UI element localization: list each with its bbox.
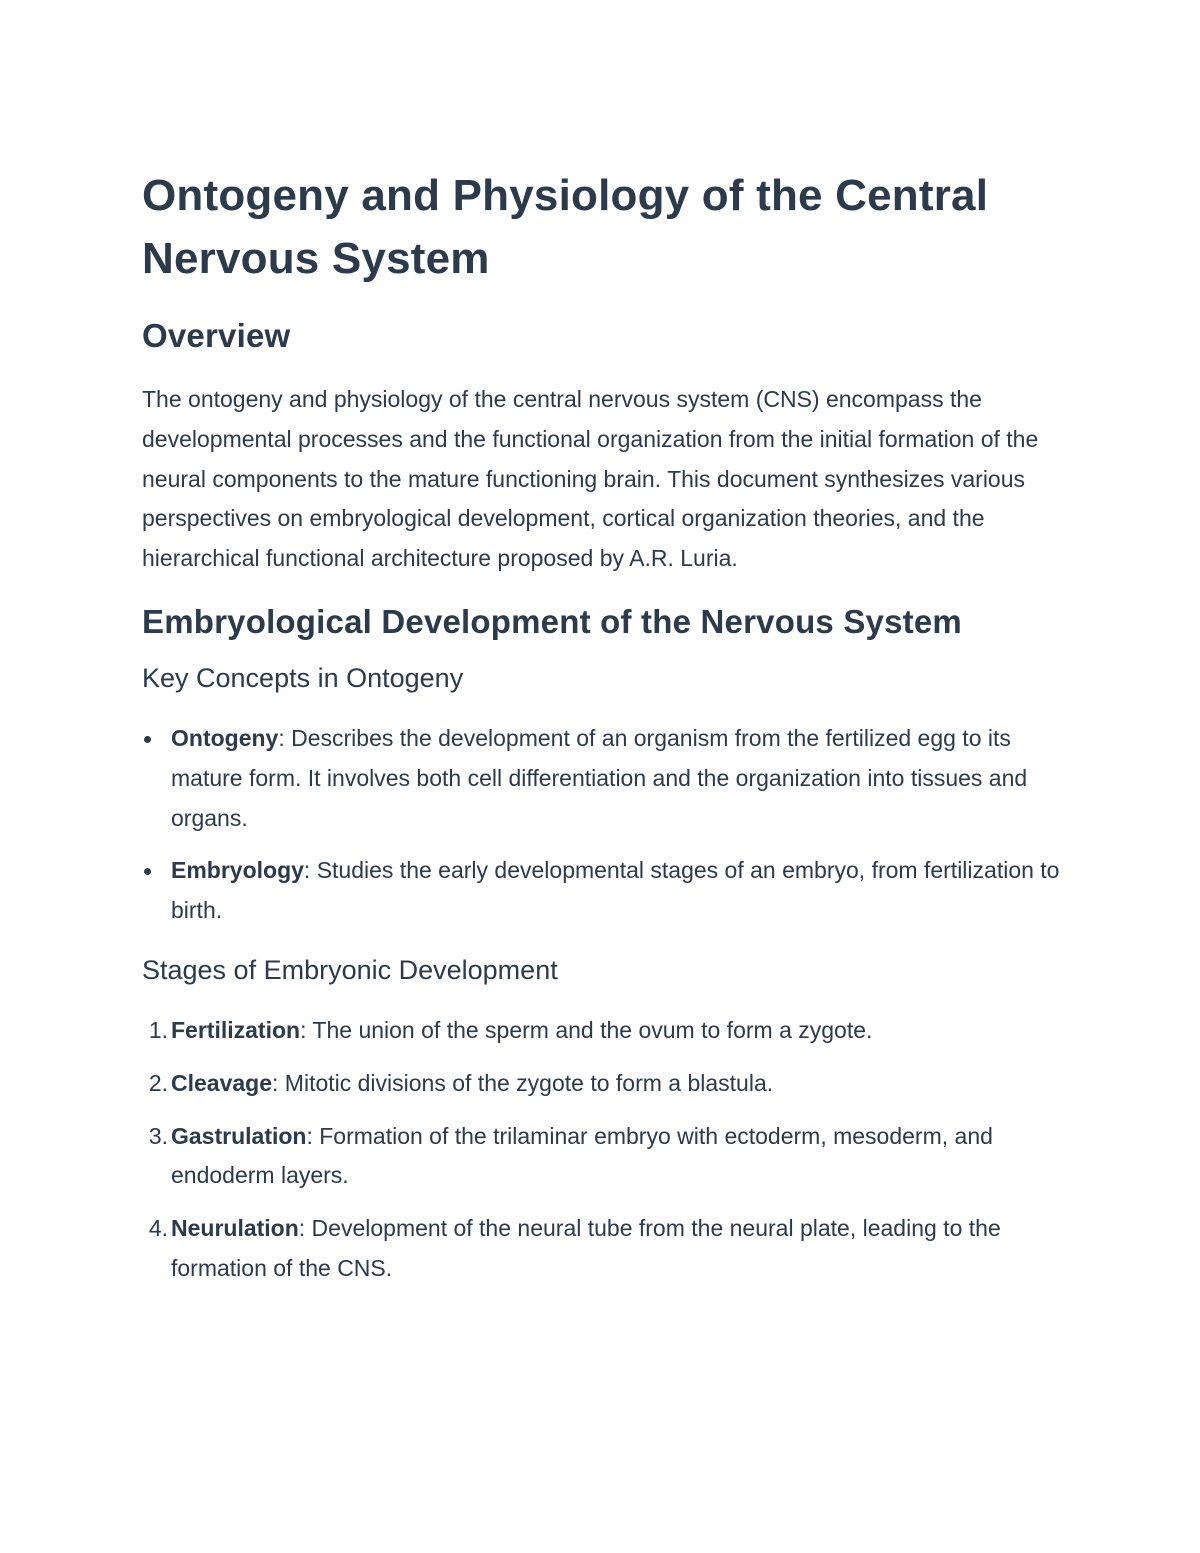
document-page xyxy=(142,164,1072,1302)
stages-list xyxy=(142,1011,1072,1289)
list-number: 2. xyxy=(148,1069,168,1096)
document-title: Ontogeny and Physiology of the Central Nervous System xyxy=(142,171,989,283)
bullet-icon xyxy=(144,736,151,743)
stage-description: : Mitotic divisions of the zygote to form a blastula. xyxy=(272,1069,774,1096)
stage-description: : Formation of the trilaminar embryo with ectoderm, mesoderm, and endoderm layers. xyxy=(171,1122,993,1189)
concept-term: Ontogeny xyxy=(171,724,279,751)
bullet-icon xyxy=(144,868,151,875)
list-number: 4. xyxy=(148,1215,168,1242)
list-item xyxy=(142,1209,1072,1289)
stage-term: Gastrulation xyxy=(171,1122,307,1149)
embryology-heading: Embryological Development of the Nervous System xyxy=(142,602,962,640)
stage-term: Fertilization xyxy=(171,1016,301,1043)
key-concepts-list xyxy=(142,719,1072,931)
overview-paragraph: The ontogeny and physiology of the central nervous system (CNS) encompass the developmental processes and the functional organization from the initial formation of the neural components to the mature functioning brain. This document synthesizes various perspectives on embryological development, cortical organization theories, and the hierarchical functional architecture proposed by A.R. Luria. xyxy=(142,386,1039,572)
list-item xyxy=(142,719,1072,838)
stages-heading: Stages of Embryonic Development xyxy=(142,954,558,985)
concept-description: : Describes the development of an organism from the fertilized egg to its mature form. It involves both cell differentiation and the organization into tissues and organs. xyxy=(171,724,1028,831)
list-item xyxy=(142,1011,1072,1051)
stage-term: Neurulation xyxy=(171,1215,299,1242)
stage-term: Cleavage xyxy=(171,1069,273,1096)
list-item xyxy=(142,1064,1072,1104)
key-concepts-heading: Key Concepts in Ontogeny xyxy=(142,662,464,693)
concept-description: : Studies the early developmental stages of an embryo, from fertilization to birth. xyxy=(171,857,1060,924)
stage-description: : Development of the neural tube from the neural plate, leading to the formation of the CNS. xyxy=(171,1215,1001,1281)
list-item xyxy=(142,1117,1072,1197)
stage-description: : The union of the sperm and the ovum to form a zygote. xyxy=(300,1016,873,1043)
overview-heading: Overview xyxy=(142,317,291,354)
concept-term: Embryology xyxy=(171,857,304,884)
list-number: 1. xyxy=(148,1016,168,1043)
list-item xyxy=(142,851,1072,931)
list-number: 3. xyxy=(148,1122,168,1149)
